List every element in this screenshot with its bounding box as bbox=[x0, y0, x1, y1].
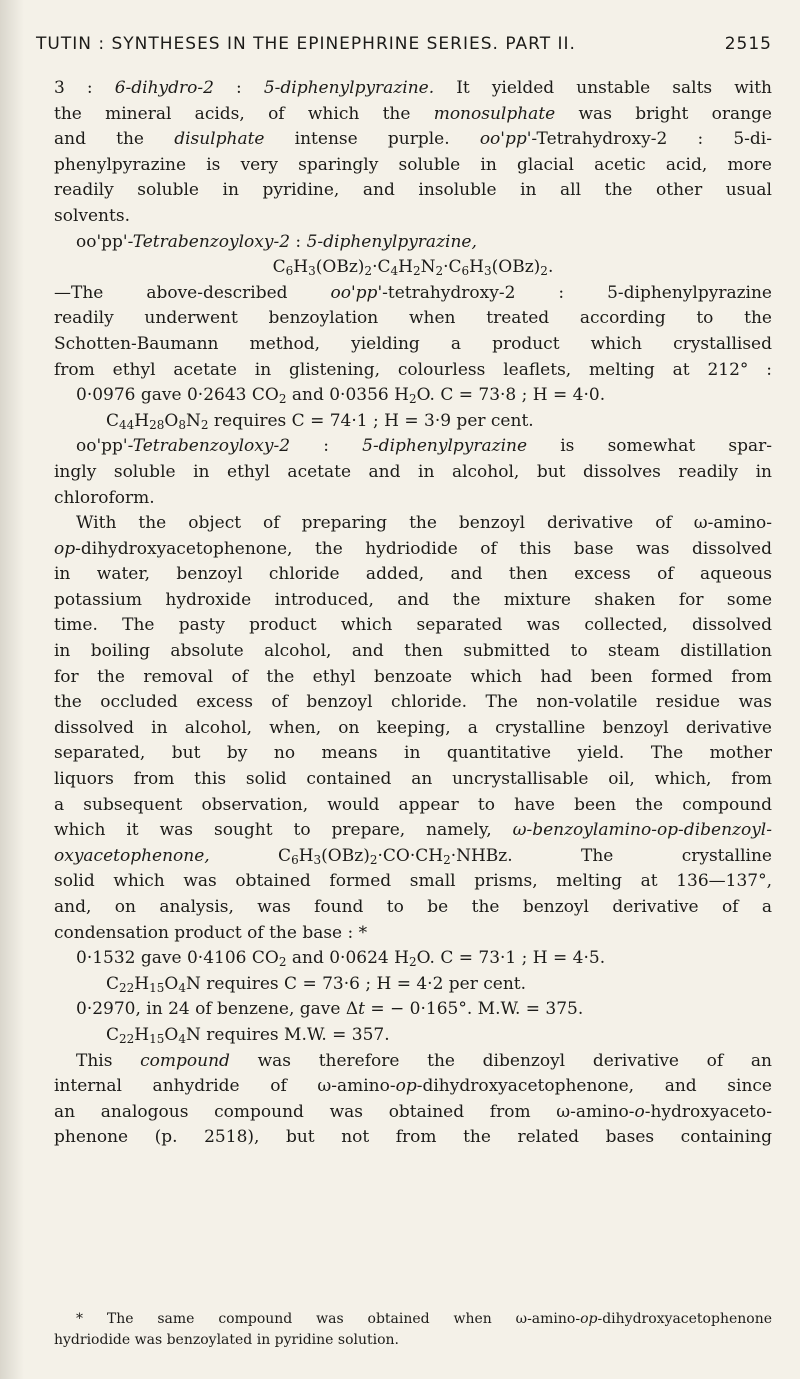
footnote bbox=[54, 1309, 772, 1351]
body-line: liquors from this solid contained an uncrystallisable oil, which, from bbox=[54, 769, 772, 790]
body-line: time. The pasty product which separated was collected, dissolved bbox=[54, 615, 772, 636]
footnote-line: hydriodide was benzoylated in pyridine solution. bbox=[54, 1332, 399, 1348]
body-line: oxyacetophenone, $C_6H_3(OBz)_2\cdot CO\cdot CH_2\cdot NHBz$. The crystalline bbox=[54, 845, 772, 867]
body-line: potassium hydroxide introduced, and the mixture shaken for some bbox=[54, 589, 772, 610]
body-line: an analogous compound was obtained from ω-amino-o-hydroxyaceto- bbox=[54, 1101, 772, 1122]
compound-heading: oo'pp'-Tetrabenzoyloxy-2 : 5-diphenylpyrazine, bbox=[76, 231, 477, 252]
body-line: —The above-described oo'pp'-tetrahydroxy-2 : 5-diphenylpyrazine bbox=[54, 282, 772, 303]
page-number: 2515 bbox=[724, 34, 772, 54]
body-line: for the removal of the ethyl benzoate which had been formed from bbox=[54, 666, 772, 687]
body-line: internal anhydride of ω-amino-op-dihydroxyacetophenone, and since bbox=[54, 1076, 772, 1097]
body-line: oo'pp'-Tetrabenzoyloxy-2 : 5-diphenylpyrazine is somewhat spar- bbox=[76, 436, 772, 457]
analysis-line: 0·1532 gave 0·4106 $CO_2$ and 0·0624 $H_2O$. C = 73·1 ; H = 4·5. bbox=[76, 948, 606, 970]
body-line: solid which was obtained formed small prisms, melting at 136—137°, bbox=[54, 871, 772, 892]
analysis-line: 0·2970, in 24 of benzene, gave Δt = − 0·165°. M.W. = 375. bbox=[76, 999, 584, 1020]
body-line: from ethyl acetate in glistening, colourless leaflets, melting at 212° : bbox=[54, 359, 772, 380]
body-line: phenylpyrazine is very sparingly soluble in glacial acetic acid, more bbox=[54, 154, 772, 175]
body-line: Schotten-Baumann method, yielding a product which crystallised bbox=[54, 333, 772, 354]
body-line: in water, benzoyl chloride added, and then excess of aqueous bbox=[54, 564, 772, 585]
body-line: op-dihydroxyacetophenone, the hydriodide of this base was dissolved bbox=[54, 538, 772, 559]
body-line: condensation product of the base : * bbox=[54, 922, 368, 943]
analysis-line: $C_{44}H_{28}O_8N_2$ requires C = 74·1 ; H = 3·9 per cent. bbox=[106, 410, 534, 432]
body-line: dissolved in alcohol, when, on keeping, a crystalline benzoyl derivative bbox=[54, 717, 772, 738]
body-line: in boiling absolute alcohol, and then submitted to steam distillation bbox=[54, 641, 772, 662]
body-line: separated, but by no means in quantitative yield. The mother bbox=[54, 743, 772, 764]
body-line: and the disulphate intense purple. oo'pp'-Tetrahydroxy-2 : 5-di- bbox=[54, 129, 772, 150]
body-line: a subsequent observation, would appear to have been the compound bbox=[54, 794, 772, 815]
analysis-line: $C_{22}H_{15}O_4N$ requires C = 73·6 ; H = 4·2 per cent. bbox=[106, 973, 527, 995]
body-line: chloroform. bbox=[54, 487, 155, 508]
body-text bbox=[54, 76, 772, 1151]
body-line: readily soluble in pyridine, and insoluble in all the other usual bbox=[54, 180, 772, 201]
analysis-line: $C_{22}H_{15}O_4N$ requires M.W. = 357. bbox=[106, 1024, 390, 1046]
body-line: phenone (p. 2518), but not from the related bases containing bbox=[54, 1127, 772, 1148]
body-line: This compound was therefore the dibenzoyl derivative of an bbox=[76, 1050, 772, 1071]
binding-shadow bbox=[0, 0, 24, 1379]
body-line: the mineral acids, of which the monosulphate was bright orange bbox=[54, 103, 772, 124]
body-line: solvents. bbox=[54, 205, 130, 226]
body-line: and, on analysis, was found to be the benzoyl derivative of a bbox=[54, 897, 772, 917]
formula-line: $C_6H_3(OBz)_2\cdot C_4H_2N_2\cdot C_6H_3(OBz)_2$. bbox=[272, 257, 554, 279]
body-line: 3 : 6-dihydro-2 : 5-diphenylpyrazine. It yielded unstable salts with bbox=[54, 78, 772, 98]
analysis-line: 0·0976 gave 0·2643 $CO_2$ and 0·0356 $H_2O$. C = 73·8 ; H = 4·0. bbox=[76, 385, 606, 407]
running-head bbox=[36, 16, 772, 56]
body-line: ingly soluble in ethyl acetate and in alcohol, but dissolves readily in bbox=[54, 461, 772, 482]
footnote-line: * The same compound was obtained when ω-amino-op-dihydroxyacetophenone bbox=[76, 1311, 772, 1327]
running-title: TUTIN : SYNTHESES IN THE EPINEPHRINE SERIES. PART II. bbox=[36, 34, 576, 54]
body-line: readily underwent benzoylation when treated according to the bbox=[54, 308, 772, 329]
body-line: With the object of preparing the benzoyl derivative of ω-amino- bbox=[76, 513, 772, 534]
body-line: which it was sought to prepare, namely, ω-benzoylamino-op-dibenzoyl- bbox=[54, 820, 772, 841]
body-line: the occluded excess of benzoyl chloride. The non-volatile residue was bbox=[54, 692, 772, 713]
